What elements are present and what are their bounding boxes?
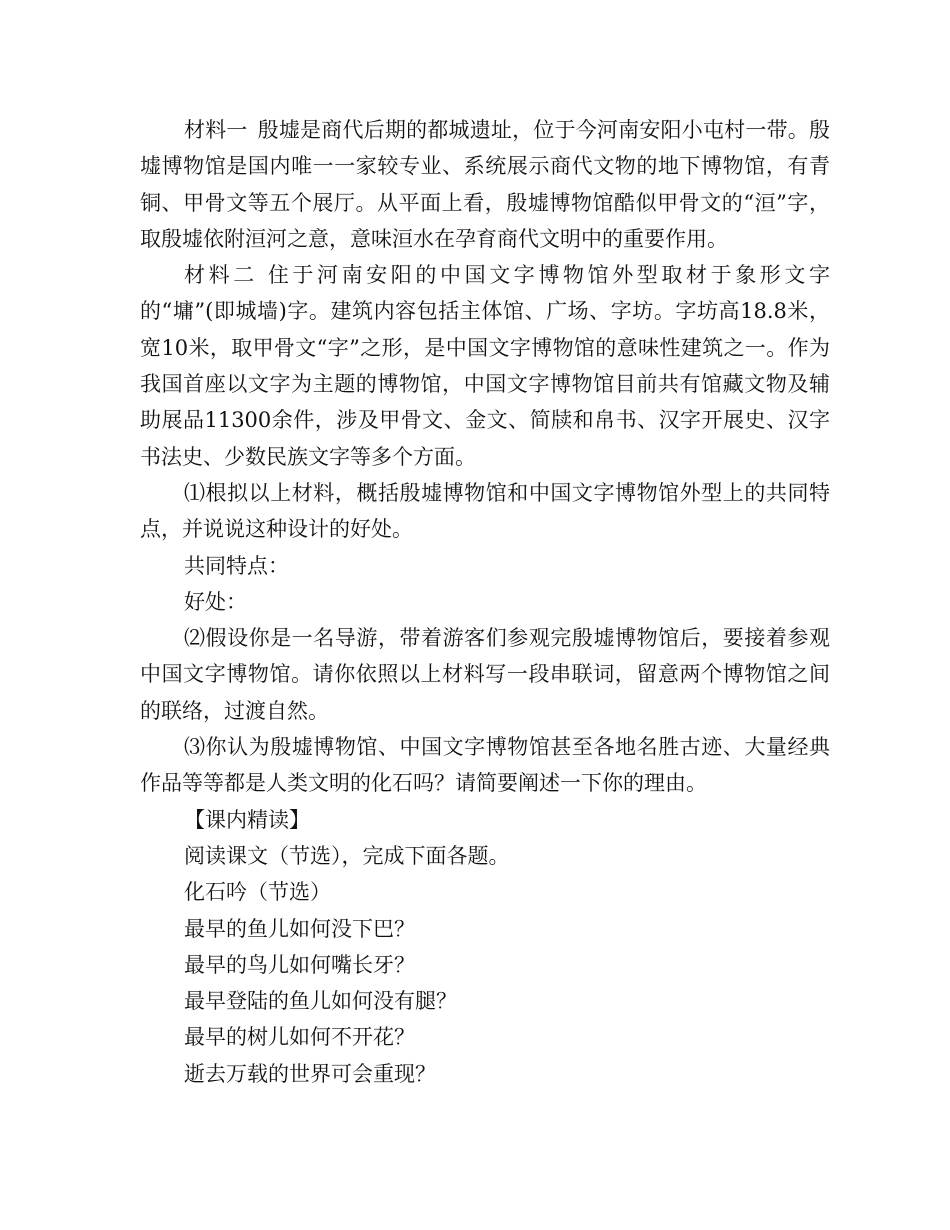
question-1-benefits: 好处： [184,589,247,614]
question-1-common-features: 共同特点： [184,553,289,578]
material-1-paragraph [140,112,830,257]
poem-line: 最早的鱼儿如何没下巴？ [184,916,415,941]
poem-title: 化石吟（节选） [184,880,331,905]
section-heading: 【课内精读】 [184,807,310,832]
material-2-label: 材料二 [184,263,258,288]
question-1: ⑴根拟以上材料，概括殷墟博物馆和中国文字博物馆外型上的共同特点，并说说这种设计的好处。 [140,480,830,542]
document-body [140,112,830,1092]
poem-line: 最早的树儿如何不开花？ [184,1025,415,1050]
reading-instruction: 阅读课文（节选），完成下面各题。 [184,843,510,868]
material-1-label: 材料一 [184,118,248,142]
question-2: ⑵假设你是一名导游，带着游客们参观完殷墟博物馆后，要接着参观中国文字博物馆。请你依照以上材料写一段串联词，留意两个博物馆之间的联络，过渡自然。 [140,626,830,723]
poem-line: 逝去万载的世界可会重现？ [184,1061,436,1086]
material-2-text: 住于河南安阳的中国文字博物馆外型取材于象形文字的“墉”(即城墙)字。建筑内容包括主体馆、广场、字坊。字坊高18.8米，宽10米，取甲骨文“字”之形，是中国文字博物馆的意味性建筑之一。作为我国首座以文字为主题的博物馆，中国文字博物馆目前共有馆藏文物及辅助展品11300余件，涉及甲骨文、金文、简牍和帛书、汉字开展史、汉字书法史、少数民族文字等多个方面。 [140,263,831,469]
material-1-text: 殷墟是商代后期的都城遗址，位于今河南安阳小屯村一带。殷墟博物馆是国内唯一一家较专业、系统展示商代文物的地下博物馆，有青铜、甲骨文等五个展厅。从平面上看，殷墟博物馆酷似甲骨文的“洹”字，取殷墟依附洹河之意，意味洹水在孕育商代文明中的重要作用。 [140,118,831,251]
poem-line: 最早的鸟儿如何嘴长牙？ [184,952,415,977]
material-2-paragraph [140,257,830,475]
poem-line: 最早登陆的鱼儿如何没有腿？ [184,989,457,1014]
question-3: ⑶你认为殷墟博物馆、中国文字博物馆甚至各地名胜古迹、大量经典作品等等都是人类文明的化石吗？请简要阐述一下你的理由。 [140,735,830,796]
